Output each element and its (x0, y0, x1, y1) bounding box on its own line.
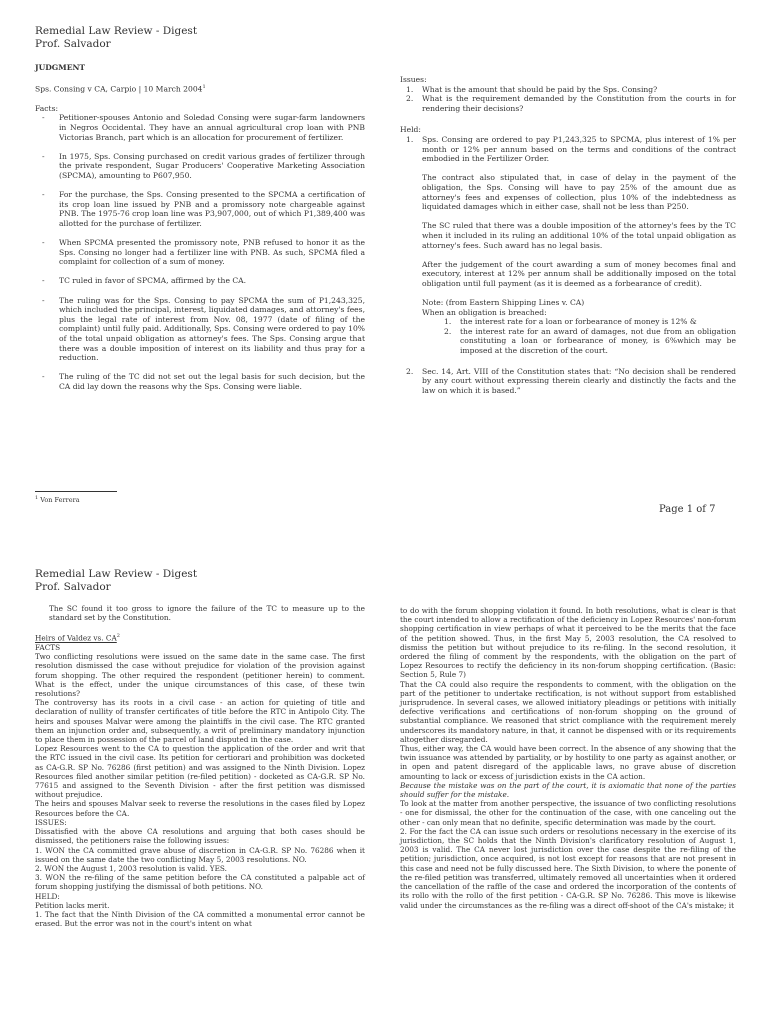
header-professor: Prof. Salvador (35, 581, 111, 593)
facts-paragraph: Lopez Resources went to the CA to question the application of the order and writ that the RTC issued in the civil case. Its petition for certiorari and prohibition was docketed as CA-G.R. SP No. 76286 (first petition) and was assigned to the Ninth Division. Lopez Resources filed another similar petition (re-filed petition) - docketed as CA-G.R. SP No. 77615 and assigned to the Seventh Division - after the first petition was dismissed without prejudice. (35, 744, 365, 800)
footnote-mark: 1 (202, 83, 206, 90)
held-paragraph: The contract also stipulated that, in case of delay in the payment of the obligation, the Sps. Consing will have to pay 25% of the amount due as attorney's fees and expenses of collection, plus 10% of the indebtedness as liquidated damages which in either case, shall not be less than P250. (422, 173, 736, 212)
issues-label: Issues: (400, 75, 427, 84)
issue-item: 2. WON the August 1, 2003 resolution is valid. YES. (35, 863, 227, 873)
facts-paragraph: Two conflicting resolutions were issued on the same date in the same case. The first resolution dismissed the case without prejudice for violation of the provision against forum shopping. The other required the respondent (petitioner herein) to comment. What is the effect, under the unique circumstances of this case, of these twin resolutions? (35, 652, 365, 699)
note-line: Note: (from Eastern Shipping Lines v. CA) (422, 298, 585, 308)
held-paragraph: Sps. Consing are ordered to pay P1,243,325 to SPCMA, plus interest of 1% per month or 12% per annum based on the terms and conditions of the contract embodied in the Fertilizer Order. (422, 134, 736, 164)
issues-intro: Dissatisfied with the above CA resolutions and arguing that both cases should be dismissed, the petitioners raise the following issues: (35, 827, 365, 846)
held-label: HELD: (35, 891, 60, 901)
issue-item: 1. WON the CA committed grave abuse of discretion in CA-G.R. SP No. 76286 when it issued on the same date the two conflicting May 5, 2003 resolutions. NO. (35, 845, 365, 864)
footnote-mark: 2 (116, 633, 120, 640)
footnote-number: 1 (35, 495, 39, 501)
facts-label: FACTS (35, 643, 61, 653)
held-paragraph: Thus, either way, the CA would have been correct. In the absence of any showing that the twin issuance was attended by partiality, or by hostility to one party as against another, or in open and patent disregard of the applicable laws, no grave abuse of discretion amounting to lack or excess of jurisdiction exists in the CA action. (400, 744, 736, 781)
fact-item: - In 1975, Sps. Consing purchased on credit various grades of fertilizer through the private respondent, Sugar Producers' Cooperative Marketing Association (SPCMA), amounting to P607,950. (35, 152, 365, 181)
section-label: JUDGMENT (35, 63, 86, 72)
held-label: Held: (400, 125, 421, 135)
footnote (35, 494, 80, 504)
page-header (35, 568, 197, 594)
case-title (35, 632, 365, 643)
fact-item: - The ruling was for the Sps. Consing to pay SPCMA the sum of P1,243,325, which included the principal, interest, liquidated damages, and attorney's fees, plus the legal rate of interest from Nov. 08, 1977 (date of filing of the complaint) until fully paid. Additionally, Sps. Consing were ordered to pay 10% of the total unpaid obligation as attorney's fees. The Sps. Consing argue that there was a double imposition of interest on its liability and thus pray for a reduction. (35, 296, 365, 363)
fact-item: - When SPCMA presented the promissory note, PNB refused to honor it as the Sps. Consing no longer had a fertilizer line with PNB. As such, SPCMA filed a complaint for collection of a sum of money. (35, 238, 365, 267)
page-header (35, 25, 197, 51)
held-paragraph: to do with the forum shopping violation it found. In both resolutions, what is clear is that the court intended to allow a rectification of the deficiency in Lopez Resources' non-forum shopping certification in view perhaps of what it perceived to be the merits that the face of the petition showed. Thus, in the first May 5, 2003 resolution, the CA resolved to dismiss the petition but without prejudice to its re-filing. In the second resolution, it ordered the filing of comment by the respondents, with the obligation on the part of Lopez Resources to rectify the deficiency in its non-forum shopping certification. (Basic: Section 5, Rule 7) (400, 606, 736, 680)
intro-paragraph: The SC found it too gross to ignore the failure of the TC to measure up to the standard set by the Constitution. (49, 604, 365, 623)
case-title-text: Sps. Consing v CA, Carpio | 10 March 2004 (35, 84, 203, 94)
held-paragraph: 2. For the fact the CA can issue such orders or resolutions necessary in the exercise of its jurisdiction, the SC holds that the Ninth Division's clarificatory resolution of August 1, 2003 is valid. The CA never lost jurisdiction over the case despite the re-filing of the petition; jurisdiction, once acquired, is not lost except for reasons that are not present in this case and need not be fully discussed here. The Sixth Division, to where the ponente of the re-filed petition was transferred, ultimately removed all uncertainties when it ordered the cancellation of the raffle of the case and ordered the incorporation of the contents of its rollo with the rollo of the first petition - CA-G.R. SP No. 76286. This move is likewise valid under the circumstances as the re-filing was a direct off-shoot of the CA's mistake; it (400, 826, 736, 910)
issues-list (400, 85, 736, 114)
header-title: Remedial Law Review - Digest (35, 568, 198, 580)
held-italic-paragraph: Because the mistake was on the part of the court, it is axiomatic that none of the parties should suffer for the mistake. (400, 780, 736, 800)
page-separator (0, 540, 768, 548)
header-title: Remedial Law Review - Digest (35, 25, 198, 37)
page-number: Page 1 of 7 (659, 504, 716, 515)
held-intro: Petition lacks merit. (35, 900, 110, 910)
issue-item: 2. What is the requirement demanded by the Constitution from the courts in for rendering their decisions? (406, 94, 736, 113)
case-title-text: Heirs of Valdez vs. CA (35, 633, 117, 643)
page-2 (0, 548, 768, 1024)
facts-paragraph: The heirs and spouses Malvar seek to reverse the resolutions in the cases filed by Lopez Resources before the CA. (35, 799, 365, 818)
fact-item: - For the purchase, the Sps. Consing presented to the SPCMA a certification of its crop loan line issued by PNB and a promissory note chargeable against PNB. The 1975-76 crop loan line was P3,907,000, out of which P1,389,400 was allotted for the purchase of fertilizer. (35, 190, 365, 228)
held-paragraph: That the CA could also require the respondents to comment, with the obligation on the part of the petitioner to undertake rectification, is not without support from established jurisprudence. In several cases, we allowed initiatory pleadings or petitions with initially defective verifications and certifications of non-forum shopping on the ground of substantial compliance. We reasoned that strict compliance with the requirement merely underscores its mandatory nature, in that, it cannot be dispensed with or its requirements altogether disregarded. (400, 679, 736, 744)
note-item: 1. the interest rate for a loan or forbearance of money is 12% & (444, 317, 697, 327)
held-paragraph: To look at the matter from another perspective, the issuance of two conflicting resolutions - one for dismissal, the other for the continuation of the case, with one canceling out the other - can only mean that no definite, specific determination was made by the court. (400, 799, 736, 827)
held-paragraph: After the judgement of the court awarding a sum of money becomes final and executory, interest at 12% per annum shall be additionally imposed on the total obligation until full payment (as it is deemed as a forbearance of credit). (422, 259, 736, 288)
fact-item: - TC ruled in favor of SPCMA, affirmed by the CA. (35, 276, 365, 286)
issues-label: ISSUES: (35, 817, 67, 827)
case-title (35, 83, 365, 94)
held-paragraph: Sec. 14, Art. VIII of the Constitution states that: “No decision shall be rendered by any court without expressing therein clearly and distinctly the facts and the law on which it is based.” (422, 366, 736, 395)
note-intro: When an obligation is breached: (422, 307, 547, 317)
held-item-2: 2. Sec. 14, Art. VIII of the Constitution states that: “No decision shall be rendered by any court without expressing therein clearly and distinctly the facts and the law on which it is based.” (406, 366, 736, 395)
fact-item: - The ruling of the TC did not set out the legal basis for such decision, but the CA did lay down the reasons why the Sps. Consing were liable. (35, 372, 365, 391)
fact-item: - Petitioner-spouses Antonio and Soledad Consing were sugar-farm landowners in Negros Occidental. They have an annual agricultural crop loan with PNB Victorias Branch, part which is an allocation for procurement of fertilizer. (35, 113, 365, 142)
page2-right-column (400, 606, 736, 910)
issue-item: 3. WON the re-filing of the same petition before the CA constituted a palpable act of forum shopping justifying the dismissal of both petitions. NO. (35, 873, 365, 892)
page1-left-column (35, 63, 365, 401)
footnote-divider (35, 491, 117, 492)
facts-label: Facts: (35, 103, 59, 113)
note-item: 2. the interest rate for an award of damages, not due from an obligation constituting a loan or forbearance of money, is 6%which may be imposed at the discretion of the court. (444, 326, 736, 356)
held-item-1: 1. Sps. Consing are ordered to pay P1,243,325 to SPCMA, plus interest of 1% per month or 12% per annum based on the terms and conditions of the contract embodied in the Fertilizer Order. The contract also stipulated that, in case of delay in the payment of the obligation, the Sps. Consing will have to pay 25% of the amount due as attorney's fees and expenses of collection, plus 10% of the indebtedness as liquidated damages which in either case, shall not be less than P250. The SC ruled that there was a double imposition of the attorney's fees by the TC when it included in its ruling an additional 10% of the total unpaid obligation as attorney's fees. Such award has no legal basis. After the judgement of the court awarding a sum of money becomes final and executory, interest at 12% per annum shall be additionally imposed on the total obligation until full payment (as it is deemed as a forbearance of credit). Note: (from Eastern Shipping Lines v. CA) When an obligation is breached: 1. the interest rate for a loan or forbearance of money is 12% & 2. the interest rate for an award of damages, not due from an obligation constituting a loan or forbearance of money, is 6%which may be imposed at the discretion of the court. (406, 134, 736, 356)
facts-paragraph: The controversy has its roots in a civil case - an action for quieting of title and declaration of nullity of transfer certificates of title before the RTC in Antipolo City. The heirs and spouses Malvar were among the plaintiffs in the civil case. The RTC granted them an injunction order and, subsequently, a writ of preliminary mandatory injunction to place them in possession of the parcel of land disputed in the case. (35, 698, 365, 745)
header-professor: Prof. Salvador (35, 38, 111, 50)
facts-list (35, 113, 365, 391)
held-paragraph: 1. The fact that the Ninth Division of the CA committed a monumental error cannot be erased. But the error was not in the court's intent on what (35, 909, 365, 929)
page1-right-column (400, 75, 736, 395)
held-list (400, 135, 736, 395)
held-paragraph: The SC ruled that there was a double imposition of the attorney's fees by the TC when it included in its ruling an additional 10% of the total unpaid obligation as attorney's fees. Such award has no legal basis. (422, 221, 736, 250)
page2-left-column (35, 604, 365, 928)
footnote-text: Von Ferrera (40, 496, 80, 505)
issue-item: 1. What is the amount that should be paid by the Sps. Consing? (406, 84, 658, 94)
note-list (444, 317, 736, 355)
